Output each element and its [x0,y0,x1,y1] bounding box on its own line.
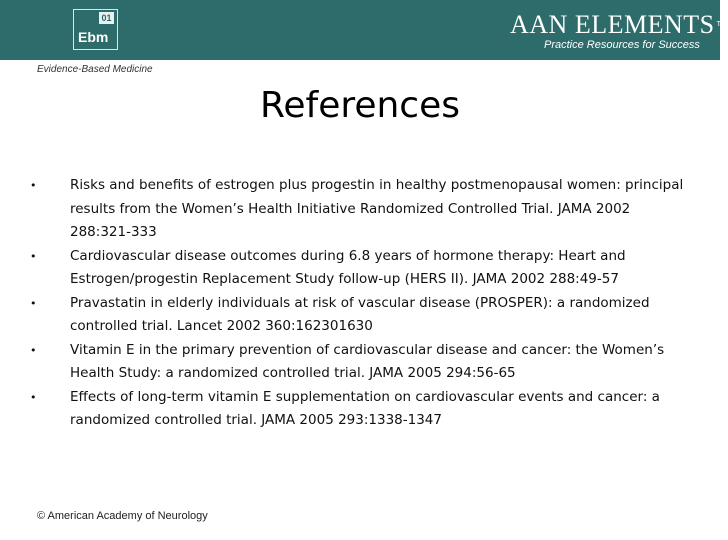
aan-elements-brand [510,10,728,51]
ebm-subtitle: Evidence-Based Medicine [37,64,153,75]
reference-list [30,174,690,433]
bullet: • [30,179,37,192]
list-item [30,292,690,339]
list-item [30,174,690,245]
reference-text: Risks and benefits of estrogen plus progestin in healthy postmenopausal women: principal results from the Women’s Health Initiative Randomized Controlled Trial. JAMA 2002 288:321-333 [70,177,684,240]
ebm-logo [73,9,118,50]
reference-text: Cardiovascular disease outcomes during 6.8 years of hormone therapy: Heart and Estrogen/progestin Replacement Study follow-up (HERS II). JAMA 2002 288:49-57 [70,247,626,287]
reference-text: Effects of long-term vitamin E supplementation on cardiovascular events and cancer: a randomized controlled trial. JAMA 2005 293:1338-1347 [70,388,660,428]
brand-name: AAN ELEMENTS [510,10,715,39]
list-item [30,339,690,386]
reference-text: Vitamin E in the primary prevention of cardiovascular disease and cancer: the Women’s Health Study: a randomized controlled trial. JAMA 2005 294:56-65 [70,341,665,381]
list-item [30,245,690,292]
copyright-footer: © American Academy of Neurology [37,510,208,522]
brand-trademark: TM [716,21,728,28]
list-item [30,386,690,433]
logo-text: Ebm [78,29,109,45]
bullet: • [30,249,37,263]
reference-text: Pravastatin in elderly individuals at risk of vascular disease (PROSPER): a randomized controlled trial. Lancet 2002 360:162301630 [70,294,650,334]
header-bar [0,0,728,60]
bullet: • [30,296,37,310]
logo-badge: 01 [99,12,114,24]
bullet: • [30,343,37,357]
brand-tagline: Practice Resources for Success [544,39,700,51]
page-title: References [259,85,461,126]
bullet: • [30,390,37,404]
